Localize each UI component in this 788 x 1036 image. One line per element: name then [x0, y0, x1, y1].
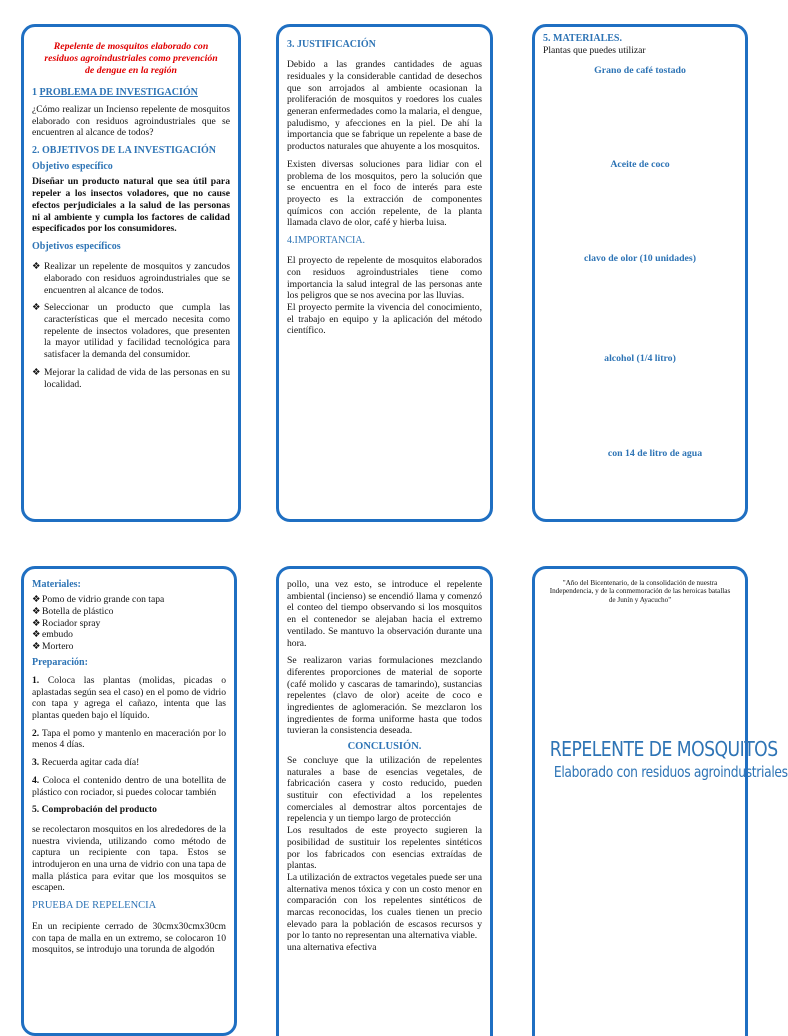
step-number: 1. — [32, 674, 40, 686]
objective-general-heading: Objetivo específico — [32, 161, 113, 173]
diamond-bullet-icon: ❖ — [32, 641, 41, 652]
materials-heading: 5. MATERIALES. — [543, 33, 622, 44]
list-item-text: Mortero — [42, 641, 74, 652]
list-item-text: Pomo de vidrio grande con tapa — [42, 594, 165, 606]
preparation-step — [32, 775, 226, 798]
list-item-text: Realizar un repelente de mosquitos y zancudos elaborado con residuos agroindustriales que se encuentren al alcance de todos. — [44, 261, 230, 296]
step-number: 4. — [32, 774, 40, 786]
material-item: con 14 de litro de agua — [607, 448, 703, 459]
list-item — [32, 594, 226, 606]
list-item-text: Seleccionar un producto que cumpla las características que el mercado necesita como repelente de insectos voladores, que presenten la mayor utilidad y facilidad tecnológica para satisfacer la demanda del consumidor. — [44, 302, 230, 361]
justification-paragraph: Debido a las grandes cantidades de aguas residuales y la considerable cantidad de desechos que son arrojados al ambiente ocasionan la proliferación de mosquitos y roedores los cuales generan enfermedades como la malaria, el dengue, paludismo, y afecciones en la piel. De ahí la importancia que se fabrique un repelente a base de productos naturales que ahuyente a los mosquitos. — [287, 59, 482, 153]
preparation-step — [32, 675, 226, 722]
diamond-bullet-icon: ❖ — [32, 302, 41, 314]
panel-cover — [532, 566, 788, 1036]
list-item — [32, 367, 230, 390]
diamond-bullet-icon: ❖ — [32, 261, 41, 273]
panel-conclusion — [276, 566, 493, 1036]
material-item: Aceite de coco — [610, 159, 670, 170]
cover-title: REPELENTE DE MOSQUITOS — [549, 737, 778, 761]
list-item-text: Mejorar la calidad de vida de las personas en su localidad. — [44, 366, 230, 390]
preparation-heading: Preparación: — [32, 656, 88, 668]
diamond-bullet-icon: ❖ — [32, 366, 41, 378]
problem-text: ¿Cómo realizar un Incienso repelente de mosquitos elaborado con residuos agroindustriales que se encuentren al alcance de todos? — [32, 104, 230, 139]
problem-heading — [32, 87, 230, 99]
conclusion-paragraph: Los resultados de este proyecto sugieren la posibilidad de sustituir los repelentes sintéticos por los fabricados con esencias extraídas de plantas. — [287, 825, 482, 872]
importance-paragraph: El proyecto permite la vivencia del conocimiento, el trabajo en equipo y la aplicación del método científico. — [287, 302, 482, 337]
list-item — [32, 618, 226, 630]
problem-heading-text: PROBLEMA DE INVESTIGACIÓN — [39, 86, 198, 98]
objective-general-text: Diseñar un producto natural que sea útil para repeler a los insectos voladores, que no cause efectos perjudiciales a la salud de las personas ni al ambiente y cumpla los factores de calidad especificados por los consumidores. — [32, 176, 230, 235]
official-year-motto: "Año del Bicentenario, de la consolidación de nuestra Independencia, y de la conmemoración de las heroicas batallas de Junín y Ayacucho" — [549, 579, 731, 604]
list-item-text: embudo — [42, 629, 73, 641]
list-item — [32, 641, 226, 653]
list-item — [32, 302, 230, 361]
material-item: clavo de olor (10 unidades) — [584, 253, 696, 264]
verification-text: se recolectaron mosquitos en los alrededores de la nuestra vivienda, utilizando como método de captura un recipiente con tapa. Estos se introdujeron en una urna de vidrio con una tapa de malla plástica para evitar que los mosquitos se escapen. — [32, 823, 226, 894]
cover-title-block — [535, 737, 788, 782]
list-item — [32, 606, 226, 618]
list-item-text: Botella de plástico — [42, 605, 114, 617]
materials-list — [32, 594, 226, 653]
conclusion-heading: CONCLUSIÓN. — [347, 741, 422, 753]
diamond-bullet-icon: ❖ — [32, 629, 41, 641]
step-text: Tapa el pomo y mantenlo en maceración por lo menos 4 días. — [32, 727, 226, 751]
list-item-text: Rociador spray — [42, 617, 101, 629]
repellency-test-text: En un recipiente cerrado de 30cmx30cmx30cm con tapa de malla en un extremo, se colocaron 10 mosquitos, se introdujo una torunda de algodón — [32, 920, 226, 956]
preparation-step — [32, 757, 226, 769]
step-number: 2. — [32, 727, 40, 739]
importance-heading: 4.IMPORTANCIA. — [287, 235, 366, 247]
material-item: Grano de café tostado — [594, 65, 686, 76]
materials-list-heading: Materiales: — [32, 579, 81, 590]
conclusion-paragraph: una alternativa efectiva — [287, 942, 377, 954]
material-item: alcohol (1/4 litro) — [604, 353, 676, 364]
justification-heading: 3. JUSTIFICACIÓN — [287, 39, 376, 50]
diamond-bullet-icon: ❖ — [32, 594, 41, 606]
justification-paragraph: Existen diversas soluciones para lidiar con el problema de los mosquitos, pero la solución que se encuentra en el foco de interés para este proyecto es la extracción de componentes químicos con acción repelente, de la planta llamada clavo de olor, café y hierba luisa. — [287, 158, 482, 229]
step-text: Recuerda agitar cada día! — [39, 757, 140, 769]
verification-heading: 5. Comprobación del producto — [32, 804, 157, 816]
importance-paragraph: El proyecto de repelente de mosquitos elaborados con residuos agroindustriales tiene como importancia la salud integral de las personas ante los peligros que se nos avecina por las lluvias. — [287, 255, 482, 302]
step-text: Coloca el contenido dentro de una botellita de plástico con rociador, si puedes colocar también — [32, 774, 226, 798]
brochure-title: Repelente de mosquitos elaborado con residuos agroindustriales como prevención de dengue en la región — [44, 41, 218, 76]
panel-materials — [532, 24, 748, 522]
specific-objectives-heading: Objetivos específicos — [32, 241, 121, 252]
diamond-bullet-icon: ❖ — [32, 617, 41, 629]
materials-subheading: Plantas que puedes utilizar — [543, 45, 646, 57]
list-item — [32, 629, 226, 641]
conclusion-paragraph: La utilización de extractos vegetales puede ser una alternativa menos tóxica y con un costo menor en comparación con los repelentes sintéticos de marcas reconocidas, los cuales tienen un precio elevado para la población de escasos recursos y por lo tanto no representan una alternativa viable. — [287, 871, 482, 942]
step-number: 3. — [32, 757, 40, 769]
problem-number: 1 — [32, 86, 40, 98]
cover-subtitle: Elaborado con residuos agroindustriales — [553, 763, 788, 782]
list-item — [32, 261, 230, 296]
panel-preparation — [21, 566, 237, 1036]
panel-justification — [276, 24, 493, 522]
diamond-bullet-icon: ❖ — [32, 605, 41, 617]
objectives-heading: 2. OBJETIVOS DE LA INVESTIGACIÓN — [32, 145, 217, 157]
repellency-test-heading: PRUEBA DE REPELENCIA — [32, 900, 157, 912]
panel-problem-objectives — [21, 24, 241, 522]
preparation-step — [32, 728, 226, 751]
step-text: Coloca las plantas (molidas, picadas o aplastadas según sea el caso) en el pomo de vidrio con tapa y agrega el cañazo, intenta que las plantas queden bajo el líquido. — [32, 674, 226, 721]
conclusion-paragraph: Se concluye que la utilización de repelentes naturales a base de esencias vegetales, de fabricación casera y costo reducido, pueden sustituir con efectividad a los repelentes comerciales al demostrar altos porcentajes de repelencia y un tiempo largo de protección — [287, 754, 482, 825]
specific-objectives-list — [32, 261, 230, 390]
formulation-paragraph: Se realizaron varias formulaciones mezclando diferentes proporciones de material de soporte (café molido y cascaras de tamarindo), sustancias repelentes (clavo de olor) aceite de coco e ingredientes de aglomeración. Se mezclaron los ingredientes de forma uniforme hasta que todos tuvieran la consistencia deseada. — [287, 655, 482, 737]
procedure-paragraph: pollo, una vez esto, se introduce el repelente ambiental (incienso) se encendió llama y comenzó el conteo del tiempo observando si los mosquitos en el contenedor se alejaban hacia el extremo ventilado. Se mantuvo la observación durante una hora. — [287, 579, 482, 649]
